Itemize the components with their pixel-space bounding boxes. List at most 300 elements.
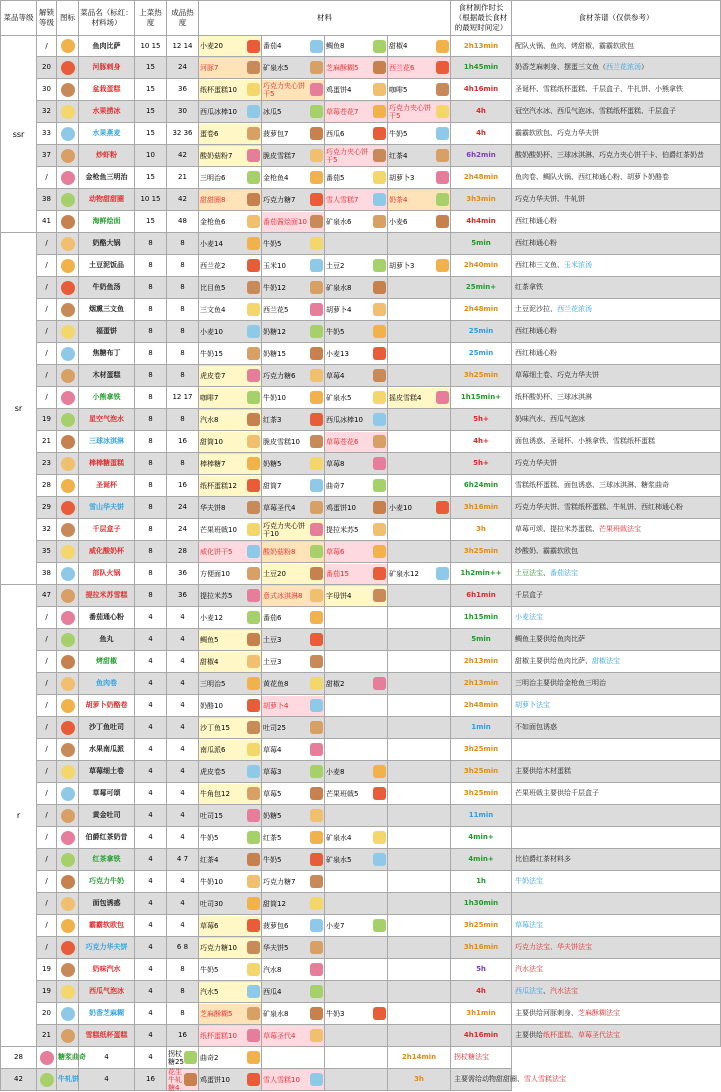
dish-icon-cell xyxy=(57,871,79,893)
ingredient-icon xyxy=(373,83,386,96)
ingredient-cell xyxy=(199,629,262,651)
ingredient-cell xyxy=(388,57,451,79)
unlock-level: 19 xyxy=(37,409,57,431)
ingredient-cell xyxy=(388,387,451,409)
dish-icon-cell xyxy=(57,431,79,453)
dish-name: 糖浆曲奇 xyxy=(57,1047,79,1069)
ingredient-cell xyxy=(199,981,262,1003)
ingredient-cell xyxy=(199,783,262,805)
ingredient-icon xyxy=(247,831,260,844)
ingredient-cell xyxy=(325,57,388,79)
dish-icon xyxy=(61,347,75,361)
heat-finished: 30 xyxy=(167,101,199,123)
ingredient xyxy=(262,300,324,320)
ingredient xyxy=(199,608,261,628)
ingredient-icon xyxy=(247,391,260,404)
ingredient-cell xyxy=(262,145,325,167)
ingredient-label: 矿泉水8 xyxy=(326,283,352,292)
cook-time: 2h14min xyxy=(388,1047,451,1069)
ingredient-label: 番茄酱烩面10 xyxy=(263,217,307,226)
dish-icon-cell xyxy=(57,739,79,761)
recipe-tip-text: 西红柿通心粉 xyxy=(515,217,557,225)
cook-time: 5min xyxy=(451,629,512,651)
recipe-tip-text: 玉米浓汤 xyxy=(564,261,592,269)
ingredient-cell xyxy=(388,409,451,431)
ingredient-cell xyxy=(199,167,262,189)
recipe-tip xyxy=(512,145,721,167)
ingredient-cell xyxy=(199,827,262,849)
ingredient-icon xyxy=(373,259,386,272)
ingredient-cell xyxy=(388,321,451,343)
ingredient-icon xyxy=(310,963,323,976)
ingredient xyxy=(262,586,324,606)
ingredient-label: 红茶3 xyxy=(263,415,282,424)
ingredient-label: 小麦8 xyxy=(326,767,345,776)
cook-time: 6h2min xyxy=(451,145,512,167)
ingredient-label: 胡萝卜4 xyxy=(326,305,352,314)
dish-icon xyxy=(61,391,75,405)
recipe-tip-text: 鲷鱼主要供给鱼肉比萨 xyxy=(515,635,585,643)
ingredient-cell xyxy=(262,123,325,145)
dish-icon-cell xyxy=(57,79,79,101)
dish-name: 伯爵红茶奶昔 xyxy=(79,827,135,849)
ingredient-icon xyxy=(373,919,386,932)
cook-time: 4h xyxy=(451,101,512,123)
ingredient-cell xyxy=(325,211,388,233)
dish-name: 雪山华夫饼 xyxy=(79,497,135,519)
table-row xyxy=(1,233,721,255)
table-row xyxy=(1,805,721,827)
ingredient-cell xyxy=(325,1047,388,1069)
ingredient-cell xyxy=(325,915,388,937)
dish-icon-cell xyxy=(57,585,79,607)
ingredient-cell xyxy=(199,101,262,123)
ingredient-label: 牛奶15 xyxy=(200,349,223,358)
unlock-level: 37 xyxy=(37,145,57,167)
unlock-level: 42 xyxy=(1,1069,37,1091)
ingredient-label: 牛奶5 xyxy=(389,129,408,138)
ingredient-label: 纸杯蛋糕10 xyxy=(200,1031,237,1040)
ingredient-cell xyxy=(325,739,388,761)
ingredient-icon xyxy=(247,479,260,492)
recipe-tip xyxy=(512,167,721,189)
table-row xyxy=(1,651,721,673)
recipe-tip-text: 巧克力华夫饼 xyxy=(515,459,557,467)
heat-finished: 8 xyxy=(167,365,199,387)
ingredient-icon xyxy=(310,391,323,404)
cook-time: 4h16min xyxy=(451,1025,512,1047)
ingredient xyxy=(262,718,324,738)
ingredient-cell xyxy=(262,277,325,299)
dish-name: 烟熏三文鱼 xyxy=(79,299,135,321)
cook-time: 2h13min xyxy=(451,651,512,673)
table-row xyxy=(1,915,721,937)
ingredient xyxy=(325,300,387,320)
ingredient-cell xyxy=(199,893,262,915)
ingredient-cell xyxy=(262,959,325,981)
dish-icon xyxy=(61,853,75,867)
recipe-tip-text: 芒果班戟法宝 xyxy=(599,525,641,533)
heat-serve: 10 xyxy=(135,145,167,167)
ingredient-label: 南瓜派6 xyxy=(200,745,226,754)
heat-serve: 8 xyxy=(135,431,167,453)
ingredient-cell xyxy=(167,1069,199,1091)
dish-icon-cell xyxy=(57,365,79,387)
dish-name: 小熊拿铁 xyxy=(79,387,135,409)
table-row xyxy=(1,36,721,57)
ingredient-cell xyxy=(199,651,262,673)
ingredient xyxy=(199,982,261,1002)
ingredient-cell xyxy=(262,321,325,343)
ingredient-icon xyxy=(247,413,260,426)
heat-serve: 4 xyxy=(135,893,167,915)
ingredient-icon xyxy=(310,765,323,778)
dish-name: 动物甜甜圈 xyxy=(79,189,135,211)
dish-name: 霸霸软欧包 xyxy=(79,915,135,937)
ingredient-label: 鲷鱼8 xyxy=(326,42,345,50)
unlock-level: / xyxy=(37,233,57,255)
ingredient-cell xyxy=(325,145,388,167)
recipe-tip-text: 汽水法宝 xyxy=(515,965,543,973)
ingredient xyxy=(388,36,450,56)
ingredient-cell xyxy=(199,937,262,959)
ingredient-label: 土豆3 xyxy=(263,657,282,666)
dish-icon xyxy=(61,369,75,383)
dish-name: 西瓜气泡冰 xyxy=(79,981,135,1003)
dish-icon xyxy=(61,809,75,823)
heat-serve: 4 xyxy=(135,827,167,849)
cook-time: 5min xyxy=(451,233,512,255)
ingredient-cell xyxy=(325,475,388,497)
ingredient-icon xyxy=(310,699,323,712)
ingredient-cell xyxy=(199,717,262,739)
heat-finished: 28 xyxy=(167,541,199,563)
ingredient-label: 草莓4 xyxy=(326,371,345,380)
cook-time: 3h25min xyxy=(451,365,512,387)
heat-finished: 8 xyxy=(167,255,199,277)
ingredient-cell xyxy=(199,849,262,871)
ingredient-icon xyxy=(310,479,323,492)
dish-icon-cell xyxy=(57,761,79,783)
ingredient-cell xyxy=(388,123,451,145)
table-row xyxy=(1,387,721,409)
ingredient-icon xyxy=(247,853,260,866)
ingredient-label: 拐杖糖25 xyxy=(168,1049,184,1066)
recipe-tip xyxy=(512,189,721,211)
ingredient-cell xyxy=(199,915,262,937)
ingredient xyxy=(388,190,450,210)
cook-time: 4h+ xyxy=(451,431,512,453)
ingredient-label: 沙丁鱼15 xyxy=(200,723,230,732)
ingredient-cell xyxy=(199,189,262,211)
ingredient-cell xyxy=(199,321,262,343)
dish-icon xyxy=(61,765,75,779)
ingredient-icon xyxy=(247,149,260,162)
heat-serve: 4 xyxy=(135,607,167,629)
ingredient-cell xyxy=(325,189,388,211)
ingredient-icon xyxy=(373,281,386,294)
ingredient-label: 草莓6 xyxy=(326,547,345,556)
ingredient-cell xyxy=(262,1047,325,1069)
unlock-level: 20 xyxy=(37,57,57,79)
dish-icon xyxy=(61,413,75,427)
ingredient xyxy=(199,696,261,716)
dish-icon-cell xyxy=(57,695,79,717)
ingredient-label: 红茶4 xyxy=(200,855,219,864)
table-row xyxy=(1,541,721,563)
dish-name: 福蛋饼 xyxy=(79,321,135,343)
ingredient xyxy=(262,762,324,782)
ingredient xyxy=(167,1048,198,1068)
ingredient-label: 巧克力夹心饼干10 xyxy=(263,521,305,538)
ingredient xyxy=(262,366,324,386)
ingredient-cell xyxy=(388,233,451,255)
ingredient xyxy=(325,828,387,848)
cook-time: 3h16min xyxy=(451,497,512,519)
ingredient xyxy=(388,124,450,144)
cook-time: 25min+ xyxy=(451,277,512,299)
ingredient-cell xyxy=(199,387,262,409)
dish-name: 奶香芝麻糊 xyxy=(79,1003,135,1025)
heat-finished: 12 14 xyxy=(167,36,199,57)
unlock-level: / xyxy=(37,387,57,409)
ingredient-cell xyxy=(388,1003,451,1025)
ingredient-cell xyxy=(199,585,262,607)
dish-icon xyxy=(61,721,75,735)
ingredient-label: 巧克力糖6 xyxy=(263,371,296,380)
ingredient xyxy=(325,102,387,122)
ingredient-cell xyxy=(199,695,262,717)
recipe-tip-text: 红茶拿铁 xyxy=(515,283,543,291)
recipe-tip-text: 鱼肉卷、鲷队火锅、西红柿通心粉、胡萝卜奶酪卷 xyxy=(515,173,669,181)
ingredient-label: 金枪鱼4 xyxy=(263,173,289,182)
dish-icon xyxy=(61,589,75,603)
recipe-tip xyxy=(512,717,721,739)
ingredient-label: 芝麻酥糊5 xyxy=(326,63,359,72)
ingredient xyxy=(262,696,324,716)
table-row xyxy=(1,937,721,959)
cook-time: 2h48min xyxy=(451,299,512,321)
recipe-tip xyxy=(512,695,721,717)
ingredient-cell xyxy=(325,36,388,57)
ingredient-cell xyxy=(388,145,451,167)
ingredient-label: 芝麻酥糊5 xyxy=(200,1009,233,1018)
dish-icon xyxy=(61,699,75,713)
dish-name: 水果燕麦 xyxy=(79,123,135,145)
ingredient-cell xyxy=(388,365,451,387)
ingredient-label: 西瓜6 xyxy=(326,129,345,138)
ingredient-label: 小麦7 xyxy=(326,921,345,930)
recipe-tip-text: 主要供给 xyxy=(515,1031,543,1039)
ingredient-icon xyxy=(310,1007,323,1020)
dish-icon xyxy=(61,61,75,75)
ingredient xyxy=(199,564,261,584)
ingredient-icon xyxy=(310,523,323,536)
recipe-tip xyxy=(512,541,721,563)
ingredient-cell xyxy=(325,233,388,255)
ingredient xyxy=(262,960,324,980)
ingredient-icon xyxy=(247,941,260,954)
ingredient xyxy=(199,916,261,936)
ingredient-cell xyxy=(199,519,262,541)
ingredient-cell xyxy=(199,277,262,299)
table-row xyxy=(1,167,721,189)
ingredient-label: 咖啡5 xyxy=(389,85,408,94)
ingredient xyxy=(262,674,324,694)
recipe-tip-text: 芒果班戟主要供给千层盒子 xyxy=(515,789,599,797)
heat-serve: 4 xyxy=(135,937,167,959)
table-row xyxy=(1,585,721,607)
ingredient-cell xyxy=(262,871,325,893)
unlock-level: 35 xyxy=(37,541,57,563)
header-heat-done: 成品热度 xyxy=(167,1,199,36)
ingredient xyxy=(325,190,387,210)
recipe-tip xyxy=(512,871,721,893)
dish-icon-cell xyxy=(57,805,79,827)
recipe-tip-text: 冠空汽水冰、西瓜气泡冰、雪糕纸杯蛋糕、千层盒子 xyxy=(515,107,676,115)
dish-name: 鱼丸 xyxy=(79,629,135,651)
table-row xyxy=(1,893,721,915)
cook-time: 3h25min xyxy=(451,783,512,805)
ingredient-icon xyxy=(310,413,323,426)
heat-finished: 24 xyxy=(167,497,199,519)
ingredient xyxy=(262,1070,324,1090)
ingredient-cell xyxy=(325,783,388,805)
ingredient xyxy=(388,256,450,276)
recipe-tip xyxy=(451,1069,566,1091)
ingredient xyxy=(199,1048,261,1068)
ingredient-cell xyxy=(325,343,388,365)
ingredient-label: 牛奶5 xyxy=(263,239,282,248)
ingredient-icon xyxy=(310,633,323,646)
ingredient-label: 蛋卷6 xyxy=(200,129,219,138)
dish-name: 棒棒糖蛋糕 xyxy=(79,453,135,475)
heat-finished: 8 xyxy=(167,981,199,1003)
ingredient-label: 冰瓜5 xyxy=(263,107,282,116)
ingredient-label: 脆皮雪糕7 xyxy=(263,151,296,160)
dish-icon xyxy=(61,479,75,493)
ingredient-icon xyxy=(310,897,323,910)
recipe-tip-text: 甜椒法宝 xyxy=(592,657,620,665)
ingredient-cell xyxy=(388,673,451,695)
ingredient-icon xyxy=(247,589,260,602)
dish-icon-cell xyxy=(57,453,79,475)
ingredient xyxy=(388,168,450,188)
dish-name: 焦糖布丁 xyxy=(79,343,135,365)
ingredient xyxy=(199,960,261,980)
ingredient-label: 番茄5 xyxy=(326,173,345,182)
ingredient-label: 西瓜冰棒10 xyxy=(200,107,237,116)
ingredient-cell xyxy=(262,79,325,101)
ingredient xyxy=(199,718,261,738)
ingredient-cell xyxy=(262,651,325,673)
ingredient-cell xyxy=(388,827,451,849)
heat-finished: 16 xyxy=(167,431,199,453)
table-row xyxy=(1,299,721,321)
cook-time: 1h45min xyxy=(451,57,512,79)
recipe-tip-text: 西兰花浓汤 xyxy=(606,63,641,71)
heat-serve: 4 xyxy=(135,915,167,937)
recipe-tip xyxy=(512,805,721,827)
ingredient-cell xyxy=(388,871,451,893)
ingredient-cell xyxy=(388,849,451,871)
ingredient-cell xyxy=(325,607,388,629)
ingredient-cell xyxy=(262,893,325,915)
table-row xyxy=(1,673,721,695)
cook-time: 3h25min xyxy=(451,915,512,937)
ingredient-cell xyxy=(325,409,388,431)
ingredient-icon xyxy=(310,259,323,272)
ingredient-icon xyxy=(247,611,260,624)
ingredient-icon xyxy=(373,831,386,844)
cook-time: 2h13min xyxy=(451,36,512,57)
ingredient-cell xyxy=(325,871,388,893)
dish-icon xyxy=(61,281,75,295)
ingredient-icon xyxy=(310,40,323,53)
dish-icon xyxy=(61,545,75,559)
grade-cell: sr xyxy=(1,233,37,585)
ingredient-icon xyxy=(247,545,260,558)
unlock-level: / xyxy=(37,805,57,827)
unlock-level: / xyxy=(37,695,57,717)
ingredient-icon xyxy=(310,435,323,448)
ingredient xyxy=(388,212,450,232)
ingredient-cell xyxy=(199,541,262,563)
cook-time: 1h2min++ xyxy=(451,563,512,585)
table-row xyxy=(1,629,721,651)
ingredient xyxy=(325,564,387,584)
ingredient-label: 奶糖12 xyxy=(263,327,286,336)
ingredient xyxy=(325,168,387,188)
ingredient xyxy=(199,520,261,540)
ingredient xyxy=(199,1070,261,1090)
ingredient-icon xyxy=(247,127,260,140)
ingredient-icon xyxy=(310,875,323,888)
heat-finished: 48 xyxy=(167,211,199,233)
ingredient-icon xyxy=(184,1051,197,1064)
dish-name: 提拉米苏雪糕 xyxy=(79,585,135,607)
unlock-level: 20 xyxy=(37,1003,57,1025)
ingredient-icon xyxy=(310,149,323,162)
ingredient xyxy=(262,542,324,562)
ingredient-icon xyxy=(310,193,323,206)
cook-time: 2h13min xyxy=(451,673,512,695)
dish-name: 水果南瓜派 xyxy=(79,739,135,761)
ingredient xyxy=(199,498,261,518)
ingredient-icon xyxy=(436,501,449,514)
ingredient-cell xyxy=(388,695,451,717)
heat-finished: 16 xyxy=(135,1069,167,1091)
unlock-level: 38 xyxy=(37,563,57,585)
recipe-tip-text: 西红柿通心粉 xyxy=(515,327,557,335)
unlock-level: 21 xyxy=(37,431,57,453)
recipe-tip-text: 面包诱惑、圣诞杯、小熊拿铁、雪糕纸杯蛋糕 xyxy=(515,437,655,445)
unlock-level: 33 xyxy=(37,123,57,145)
ingredient-icon xyxy=(247,457,260,470)
ingredient-cell xyxy=(388,585,451,607)
ingredient-icon xyxy=(310,501,323,514)
dish-icon-cell xyxy=(57,497,79,519)
ingredient-label: 棒棒糖7 xyxy=(200,459,226,468)
ingredient xyxy=(262,982,324,1002)
heat-finished: 21 xyxy=(167,167,199,189)
recipe-tip xyxy=(512,453,721,475)
ingredient xyxy=(325,322,387,342)
ingredient xyxy=(325,762,387,782)
ingredient-label: 西兰花6 xyxy=(389,63,415,72)
ingredient xyxy=(199,454,261,474)
header-grade: 菜品等级 xyxy=(1,1,37,36)
